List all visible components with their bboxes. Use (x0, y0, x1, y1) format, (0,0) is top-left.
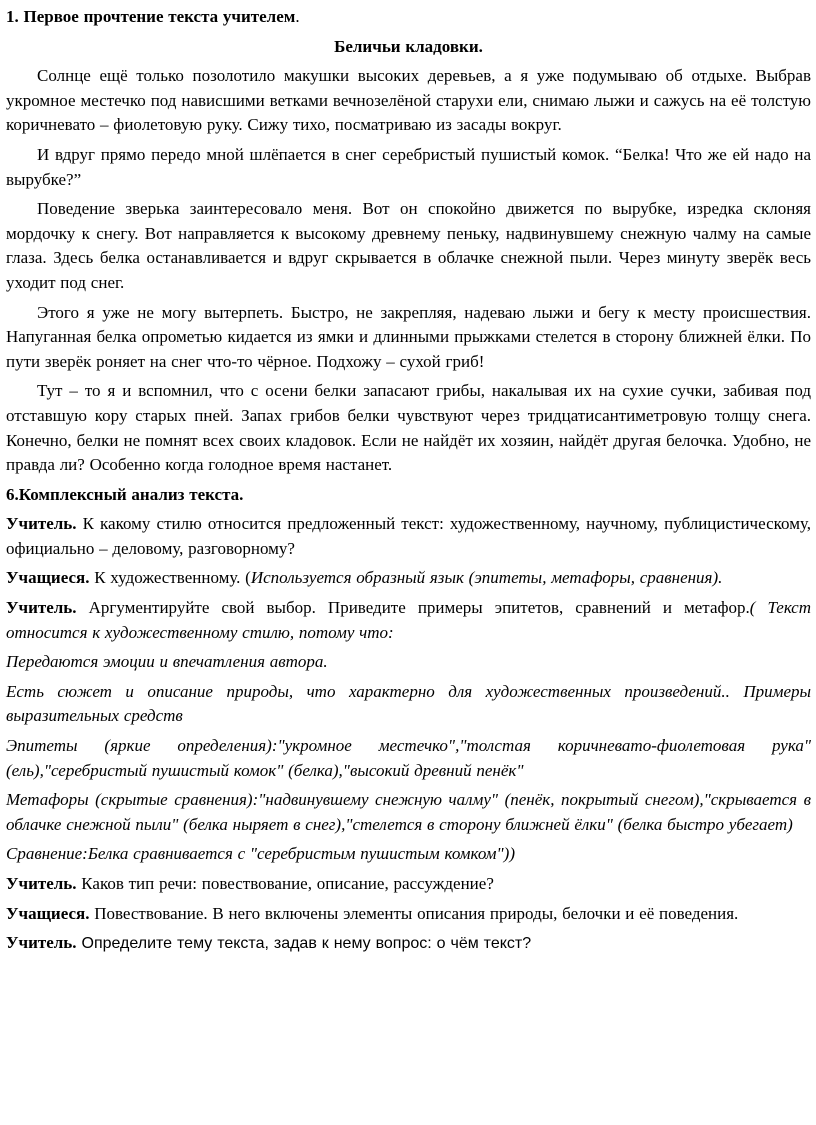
speaker-label: Учащиеся. (6, 903, 90, 923)
story-paragraph-5: Тут – то я и вспомнил, что с осени белки запасают грибы, накалывая их на сухие сучки, забивая под отставшую кору старых пней. Запах грибов белки чувствуют через тридцатисантиметровую толщу снега. Конечно, белки не помнят всех своих кладовок. Если не найдёт их хозяин, найдёт другая белочка. Удобно, не правда ли? Особенно когда голодное время настанет. (6, 381, 811, 475)
section-heading-analysis: 6.Комплексный анализ текста. (6, 484, 244, 504)
dialogue-teacher-1 (6, 512, 811, 561)
section-heading-first-reading-tail: . (295, 7, 300, 26)
speaker-label: Учитель. (6, 598, 77, 618)
speaker-label: Учитель. (6, 874, 77, 893)
dialogue-text: К художественному. ( (89, 568, 251, 588)
dialogue-teacher-3 (6, 872, 811, 897)
speaker-label: Учащиеся. (6, 568, 90, 588)
story-paragraph-4: Этого я уже не могу вытерпеть. Быстро, не закрепляя, надеваю лыжи и бегу к месту происшествия. Напуганная белка опрометью кидается из ямки и длинными прыжками стелется в сторону ближней ёлки. По пути зверёк роняет на снег что-то чёрное. Подхожу – сухой гриб! (6, 302, 811, 371)
story-paragraph-2: И вдруг прямо передо мной шлёпается в снег серебристый пушистый комок. “Белка! Что же ей надо на вырубке?” (6, 144, 811, 189)
dialogue-text: Каков тип речи: повествование, описание, рассуждение? (76, 874, 494, 893)
story-paragraph-1: Солнце ещё только позолотило макушки высоких деревьев, а я уже подумываю об отдыхе. Выбрав укромное местечко под нависшими ветками вечнозелёной старухи ели, снимаю лыжи и сажусь на её толстую коричневато – фиолетовую руку. Сижу тихо, посматриваю из засады вокруг. (6, 66, 811, 135)
story-paragraph-3: Поведение зверька заинтересовало меня. Вот он спокойно движется по вырубке, изредка склоняя мордочку к снегу. Вот направляется к высокому древнему пеньку, надвинувшему снежную чалму на самые глаза. Здесь белка останавливается и вдруг скрывается в облачке снежной пыли. Через минуту зверёк весь уходит под снег. (6, 199, 811, 292)
dialogue-note: Используется образный язык (эпитеты, метафоры, сравнения). (250, 568, 723, 588)
dialogue-teacher-4 (6, 931, 811, 957)
dialogue-text: Аргументируйте свой выбор. Приведите примеры эпитетов, сравнений и метафор. (76, 598, 750, 618)
analysis-item-epithets: Эпитеты (яркие определения):"укромное местечко","толстая коричневато-фиолетовая рука" (ель),"серебристый пушистый комок" (белка),"высокий древний пенёк" (6, 736, 811, 780)
dialogue-teacher-2 (6, 596, 811, 645)
dialogue-students-2 (6, 902, 811, 927)
story-title: Беличьи кладовки. (334, 36, 483, 56)
section-heading-first-reading-text: 1. Первое прочтение текста учителем (6, 7, 296, 26)
analysis-item-plot: Есть сюжет и описание природы, что характерно для художественных произведений.. Примеры выразительных средств (6, 681, 811, 726)
analysis-item-comparison: Сравнение:Белка сравнивается с "серебристым пушистым комком")) (6, 844, 515, 864)
dialogue-text: Повествование. В него включены элементы описания природы, белочки и её поведения. (89, 903, 739, 923)
dialogue-note: ( Текст относится к художественному стилю, потому что: (6, 598, 811, 642)
speaker-label: Учитель. (6, 514, 77, 534)
dialogue-text: К какому стилю относится предложенный текст: художественному, научному, публицистическому, официально – деловому, разговорному? (6, 514, 811, 558)
speaker-label: Учитель. (6, 933, 77, 953)
analysis-item-metaphors: Метафоры (скрытые сравнения):"надвинувшему снежную чалму" (пенёк, покрытый снегом),"скрывается в облачке снежной пыли" (белка ныряет в снег),"стелется в сторону ближней ёлки" (белка быстро убегает) (6, 790, 811, 834)
section-heading-first-reading (6, 5, 811, 30)
analysis-item-emotions: Передаются эмоции и впечатления автора. (6, 652, 328, 672)
dialogue-text: Определите тему текста, задав к нему вопрос: о чём текст? (76, 935, 532, 953)
dialogue-students-1 (6, 566, 811, 591)
